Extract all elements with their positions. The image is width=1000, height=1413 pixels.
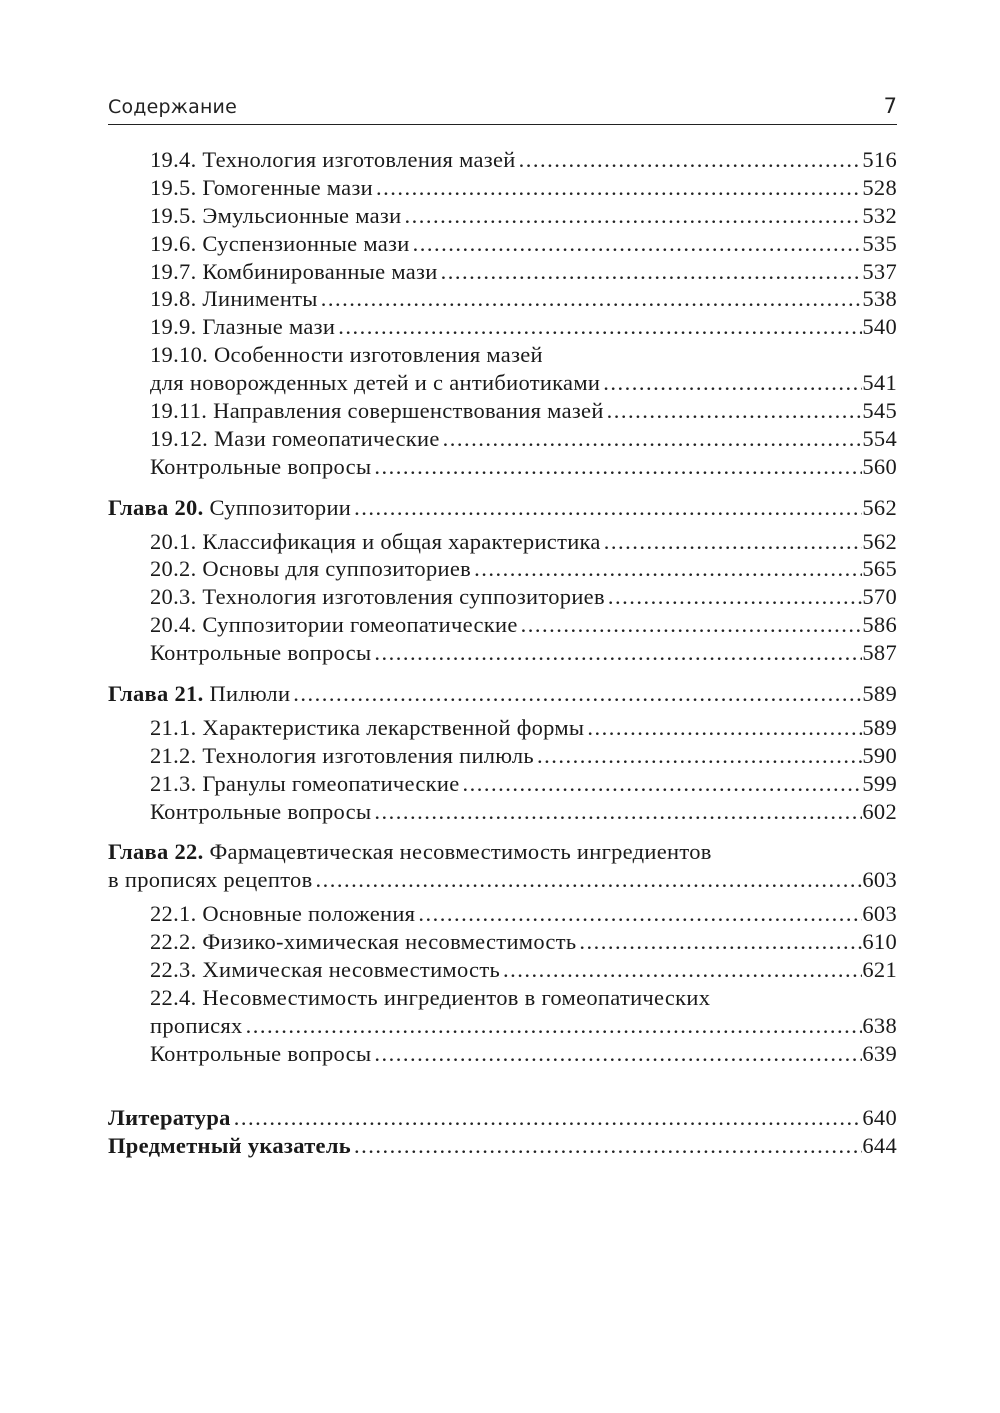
toc-entry-label: прописях — [150, 1012, 243, 1038]
toc-chapter-21[interactable] — [108, 680, 897, 708]
dot-leader — [471, 555, 862, 583]
toc-entry-page: 589 — [862, 681, 897, 707]
dot-leader — [243, 1012, 863, 1040]
toc-entry[interactable] — [108, 555, 897, 583]
dot-leader — [415, 900, 862, 928]
dot-leader — [371, 453, 862, 481]
toc-entry-page: 562 — [862, 528, 897, 554]
running-header — [108, 94, 897, 125]
toc-entry[interactable] — [108, 714, 897, 742]
dot-leader — [318, 285, 863, 313]
toc-entry-label: 19.8. Линименты — [150, 286, 318, 312]
chapter-prefix: Глава 22. — [108, 839, 204, 865]
dot-leader — [351, 1132, 862, 1160]
toc-back-matter-references[interactable] — [108, 1104, 897, 1132]
toc-entry-page: 565 — [862, 556, 897, 582]
dot-leader — [460, 770, 863, 798]
dot-leader — [516, 146, 863, 174]
toc-entry[interactable] — [108, 770, 897, 798]
toc-entry-first-line[interactable] — [108, 984, 897, 1012]
toc-entry[interactable] — [108, 528, 897, 556]
dot-leader — [410, 230, 863, 258]
toc-back-matter-index[interactable] — [108, 1132, 897, 1160]
toc-entry-page: 587 — [862, 640, 897, 666]
toc-entry[interactable] — [108, 146, 897, 174]
dot-leader — [518, 611, 863, 639]
toc-entry[interactable] — [108, 928, 897, 956]
dot-leader — [605, 583, 862, 611]
toc-entry-page: 528 — [862, 174, 897, 200]
toc-entry-page: 589 — [862, 714, 897, 740]
toc-entry[interactable] — [108, 956, 897, 984]
toc-entry[interactable] — [108, 230, 897, 258]
toc-entry-label: 20.4. Суппозитории гомеопатические — [150, 612, 518, 638]
dot-leader — [440, 425, 863, 453]
toc-entry[interactable] — [108, 453, 897, 481]
toc-entry-page: 554 — [862, 425, 897, 451]
toc-entry-page: 570 — [862, 584, 897, 610]
toc-entry-label: Литература — [108, 1104, 231, 1130]
dot-leader — [313, 866, 863, 894]
toc-entry[interactable] — [108, 900, 897, 928]
toc-entry-page: 532 — [862, 202, 897, 228]
toc-entry-label-line1: 22.4. Несовместимость ингредиентов в гомеопатических — [150, 984, 711, 1010]
toc-entry[interactable] — [108, 611, 897, 639]
toc-entry-label: 21.1. Характеристика лекарственной формы — [150, 714, 585, 740]
chapter-title-line1: Фармацевтическая несовместимость ингредиентов — [209, 839, 712, 865]
toc-entry-page: 610 — [862, 929, 897, 955]
dot-leader — [231, 1104, 863, 1132]
toc-entry[interactable] — [108, 1012, 897, 1040]
toc-entry-page: 638 — [862, 1012, 897, 1038]
toc-entry-label: 19.12. Мази гомеопатические — [150, 425, 440, 451]
table-of-contents — [108, 146, 897, 1159]
dot-leader — [371, 1040, 862, 1068]
toc-entry-label: Контрольные вопросы — [150, 453, 372, 479]
toc-entry-label: 22.2. Физико-химическая несовместимость — [150, 929, 577, 955]
dot-leader — [351, 494, 862, 522]
toc-entry-label: 19.4. Технология изготовления мазей — [150, 147, 516, 172]
toc-entry-page: 639 — [862, 1040, 897, 1066]
dot-leader — [500, 956, 862, 984]
toc-entry[interactable] — [108, 425, 897, 453]
toc-entry-page: 602 — [862, 798, 897, 824]
chapter-title: Пилюли — [209, 681, 291, 707]
toc-entry-label: Предметный указатель — [108, 1132, 351, 1158]
toc-entry[interactable] — [108, 639, 897, 667]
toc-entry-label-line1: 19.10. Особенности изготовления мазей — [150, 342, 543, 368]
toc-entry[interactable] — [108, 798, 897, 826]
toc-chapter-20[interactable] — [108, 494, 897, 522]
toc-entry-page: 599 — [862, 770, 897, 796]
toc-entry[interactable] — [108, 583, 897, 611]
header-page-number: 7 — [883, 94, 897, 118]
toc-entry-label: 21.2. Технология изготовления пилюль — [150, 742, 534, 768]
dot-leader — [604, 397, 863, 425]
toc-entry[interactable] — [108, 285, 897, 313]
toc-chapter-22[interactable] — [108, 866, 897, 894]
toc-entry-page: 644 — [862, 1132, 897, 1158]
dot-leader — [534, 742, 862, 770]
toc-entry-label: 19.7. Комбинированные мази — [150, 258, 438, 284]
toc-entry-page: 590 — [862, 742, 897, 768]
toc-entry-first-line[interactable] — [108, 341, 897, 369]
chapter-title-line2: в прописях рецептов — [108, 867, 313, 893]
toc-entry-page: 621 — [862, 957, 897, 983]
toc-entry-label: 20.3. Технология изготовления суппозиториев — [150, 584, 605, 610]
toc-entry-page: 540 — [862, 314, 897, 340]
toc-entry-label: для новорожденных детей и с антибиотиками — [150, 370, 601, 396]
toc-entry-label: 19.6. Суспензионные мази — [150, 230, 410, 256]
toc-entry-label: 21.3. Гранулы гомеопатические — [150, 770, 460, 796]
toc-entry[interactable] — [108, 202, 897, 230]
toc-chapter-22-first-line[interactable] — [108, 838, 897, 866]
chapter-title: Суппозитории — [209, 494, 352, 520]
toc-entry-page: 541 — [862, 370, 897, 396]
toc-entry[interactable] — [108, 369, 897, 397]
toc-entry-page: 586 — [862, 612, 897, 638]
toc-entry-page: 640 — [862, 1104, 897, 1130]
toc-entry-page: 516 — [862, 147, 897, 172]
toc-entry-page: 560 — [862, 453, 897, 479]
toc-entry-page: 603 — [862, 901, 897, 927]
dot-leader — [335, 313, 862, 341]
dot-leader — [600, 369, 862, 397]
toc-entry-label: 20.2. Основы для суппозиториев — [150, 556, 472, 582]
toc-entry-label: Контрольные вопросы — [150, 1040, 372, 1066]
chapter-prefix: Глава 21. — [108, 681, 204, 707]
toc-entry-page: 545 — [862, 398, 897, 424]
dot-leader — [371, 639, 862, 667]
toc-entry[interactable] — [108, 397, 897, 425]
toc-entry-label: 22.1. Основные положения — [150, 901, 416, 927]
dot-leader — [290, 680, 862, 708]
toc-entry-label: 19.5. Гомогенные мази — [150, 174, 373, 200]
toc-entry-label: 19.5. Эмульсионные мази — [150, 202, 402, 228]
toc-entry-page: 562 — [862, 494, 897, 520]
dot-leader — [373, 174, 862, 202]
toc-entry-label: Контрольные вопросы — [150, 640, 372, 666]
toc-entry-label: 22.3. Химическая несовместимость — [150, 957, 501, 983]
dot-leader — [401, 202, 862, 230]
toc-entry[interactable] — [108, 742, 897, 770]
chapter-prefix: Глава 20. — [108, 494, 204, 520]
toc-entry-page: 538 — [862, 286, 897, 312]
toc-entry[interactable] — [108, 258, 897, 286]
dot-leader — [371, 798, 862, 826]
dot-leader — [584, 714, 862, 742]
toc-entry-page: 603 — [862, 867, 897, 893]
dot-leader — [576, 928, 862, 956]
toc-entry-label: 20.1. Классификация и общая характеристика — [150, 528, 601, 554]
toc-entry[interactable] — [108, 1040, 897, 1068]
toc-entry-page: 535 — [862, 230, 897, 256]
toc-entry[interactable] — [108, 174, 897, 202]
toc-entry-label: Контрольные вопросы — [150, 798, 372, 824]
toc-entry-label: 19.9. Глазные мази — [150, 314, 336, 340]
header-title: Содержание — [108, 96, 237, 118]
toc-entry-page: 537 — [862, 258, 897, 284]
dot-leader — [601, 528, 863, 556]
toc-entry[interactable] — [108, 313, 897, 341]
dot-leader — [438, 258, 863, 286]
toc-entry-label: 19.11. Направления совершенствования мазей — [150, 398, 604, 424]
